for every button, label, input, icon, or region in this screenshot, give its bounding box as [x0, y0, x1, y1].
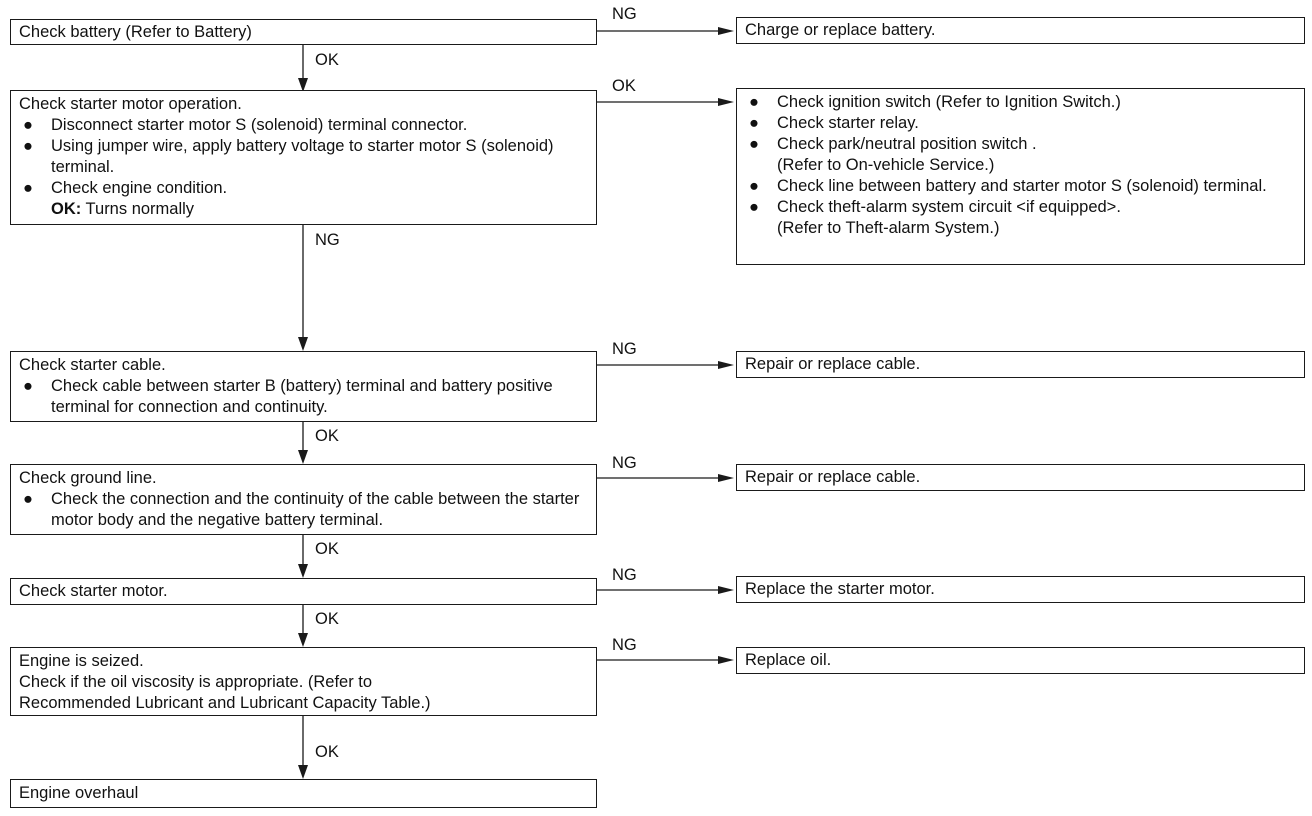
ok-label: OK	[612, 77, 636, 95]
step-check-starter-cable	[10, 351, 597, 422]
arrowhead-right	[718, 586, 734, 594]
step-body-line: Recommended Lubricant and Lubricant Capacity Table.)	[19, 694, 431, 712]
action-text: Repair or replace cable.	[745, 468, 921, 486]
arrowhead-down	[298, 337, 308, 351]
step-check-ground-line	[10, 464, 597, 535]
list-item: ● Check cable between starter B (battery) terminal and battery positive terminal for connection and continuity.	[23, 377, 553, 416]
arrowhead-right	[718, 474, 734, 482]
step-title: Check starter cable.	[19, 356, 166, 374]
ng-label: NG	[612, 636, 637, 654]
bullet-icon: ●	[23, 377, 33, 395]
arrowhead-down	[298, 564, 308, 578]
list-item: ● Check ignition switch (Refer to Ignition Switch.)	[749, 93, 1121, 111]
list-item: ● Check the connection and the continuity of the cable between the starter motor body and the negative battery terminal.	[23, 490, 580, 529]
step-title: Check battery (Refer to Battery)	[19, 23, 252, 41]
step-bullet-list	[19, 115, 588, 199]
ng-label: NG	[315, 231, 340, 249]
action-replace-starter-motor	[736, 576, 1305, 603]
step-title: Engine overhaul	[19, 784, 139, 802]
list-item: ● Check engine condition.	[23, 179, 228, 197]
ok-label: OK	[315, 610, 339, 628]
reference-note: (Refer to Theft-alarm System.)	[777, 219, 1000, 237]
action-text: Charge or replace battery.	[745, 21, 936, 39]
ng-label: NG	[612, 454, 637, 472]
action-text: Replace the starter motor.	[745, 580, 935, 598]
ok-label: OK	[315, 427, 339, 445]
ok-label: OK	[315, 540, 339, 558]
arrowhead-down	[298, 450, 308, 464]
arrowhead-down	[298, 765, 308, 779]
bullet-icon: ●	[749, 135, 759, 153]
action-check-circuit	[736, 88, 1305, 265]
bullet-icon: ●	[749, 114, 759, 132]
arrowhead-right	[718, 98, 734, 106]
action-bullet-list	[745, 92, 1296, 239]
action-repair-replace-cable	[736, 464, 1305, 491]
list-item: ● Disconnect starter motor S (solenoid) terminal connector.	[23, 116, 468, 134]
step-bullet-list	[19, 489, 588, 531]
step-title: Check starter motor.	[19, 582, 168, 600]
list-item: ● Check park/neutral position switch . (Refer to On-vehicle Service.)	[745, 134, 1296, 176]
ok-label: OK	[315, 743, 339, 761]
step-engine-seized	[10, 647, 597, 716]
bullet-icon: ●	[23, 116, 33, 134]
bullet-icon: ●	[23, 179, 33, 197]
list-item: ● Check starter relay.	[749, 114, 919, 132]
ng-label: NG	[612, 5, 637, 23]
bullet-icon: ●	[749, 198, 759, 216]
step-title: Check starter motor operation.	[19, 95, 242, 113]
action-text: Repair or replace cable.	[745, 355, 921, 373]
ok-label: OK	[315, 51, 339, 69]
step-check-starter-operation	[10, 90, 597, 225]
step-bullet-list	[19, 376, 588, 418]
ng-label: NG	[612, 340, 637, 358]
arrowhead-right	[718, 27, 734, 35]
ok-criterion: OK: Turns normally	[51, 200, 195, 218]
reference-note: (Refer to On-vehicle Service.)	[777, 156, 995, 174]
action-repair-replace-cable	[736, 351, 1305, 378]
list-item: ● Check line between battery and starter motor S (solenoid) terminal.	[749, 177, 1267, 195]
action-replace-oil	[736, 647, 1305, 674]
arrowhead-right	[718, 656, 734, 664]
ng-label: NG	[612, 566, 637, 584]
list-item: ● Using jumper wire, apply battery voltage to starter motor S (solenoid) terminal.	[23, 137, 554, 176]
step-title: Check ground line.	[19, 469, 157, 487]
bullet-icon: ●	[23, 490, 33, 508]
step-check-battery	[10, 19, 597, 45]
step-check-starter-motor	[10, 578, 597, 605]
bullet-icon: ●	[749, 93, 759, 111]
step-body-line: Check if the oil viscosity is appropriate. (Refer to	[19, 673, 373, 691]
bullet-icon: ●	[749, 177, 759, 195]
step-title: Engine is seized.	[19, 652, 144, 670]
bullet-icon: ●	[23, 137, 33, 155]
step-engine-overhaul	[10, 779, 597, 808]
action-text: Replace oil.	[745, 651, 832, 669]
arrowhead-right	[718, 361, 734, 369]
arrowhead-down	[298, 633, 308, 647]
list-item: ● Check theft-alarm system circuit <if equipped>. (Refer to Theft-alarm System.)	[745, 197, 1296, 239]
action-charge-replace-battery	[736, 17, 1305, 44]
